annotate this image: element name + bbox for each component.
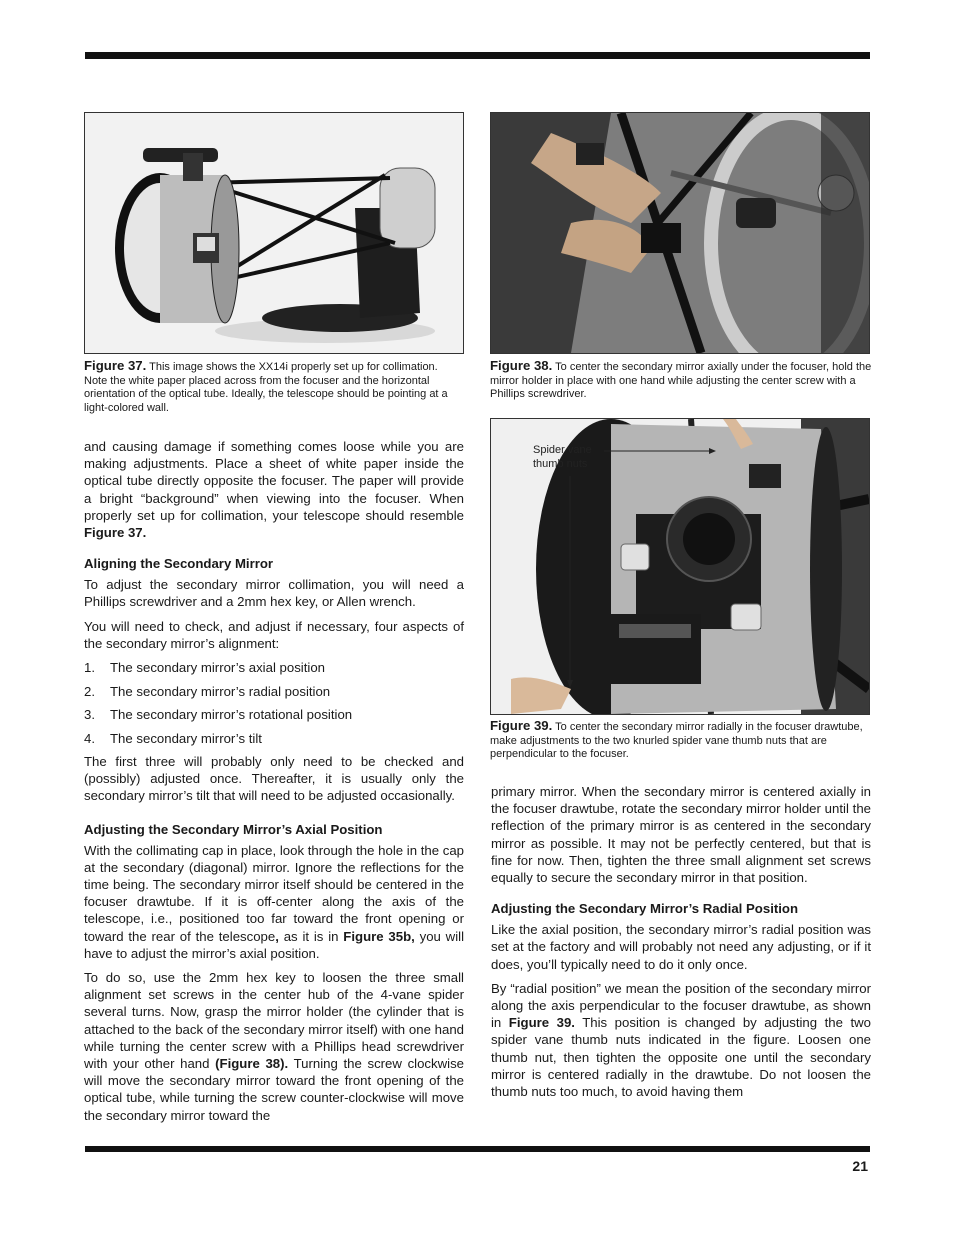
p6-text-a: To do so, use the 2mm hex key to loosen the three small alignment set screws in the center hub of the 4-vane spider several turns. Now, grasp the mirror holder (the cylinder that is attached to the back of the secondary mirror itself) with one hand while turning the center screw with a Phillips head screwdriver with your other hand <box>84 970 464 1072</box>
list-text: The secondary mirror’s rotational position <box>110 707 353 723</box>
figure-39-reference: Figure 39. <box>508 1015 575 1031</box>
heading-radial-position: Adjusting the Secondary Mirror’s Radial Position <box>491 901 799 917</box>
p3-text-b: This position is changed by adjusting the two spider vane thumb nuts indicated in the figure. Loosen one thumb nut, then tighten the opposite one until the secondary mirror is centered radially in the drawtube. Do not loosen the thumb nuts too much, to avoid having them <box>491 1015 871 1100</box>
paragraph-radial-definition <box>491 980 871 1100</box>
heading-aligning-secondary: Aligning the Secondary Mirror <box>84 556 274 572</box>
figure-39-caption <box>490 719 874 762</box>
p3-text-a: By “radial position” we mean the position of the secondary mirror along the axis perpendicular to the focuser drawtube, as shown in <box>491 980 871 1031</box>
list-item <box>84 683 464 700</box>
list-number: 3. <box>84 707 95 723</box>
right-column <box>491 783 871 1107</box>
figure-38-label: Figure 38. <box>490 358 553 373</box>
p6-text-b: Turning the screw clockwise will move the secondary mirror toward the front opening of the optical tube, while turning the screw counter-clockwise will move the secondary mirror toward the <box>84 1056 464 1123</box>
list-number: 2. <box>84 683 95 699</box>
annotation-line-2: thumb nuts <box>533 458 588 470</box>
annotation-line-1: Spider vane <box>533 444 592 456</box>
list-item <box>84 706 464 723</box>
bottom-rule <box>85 1146 870 1152</box>
p1-text: and causing damage if something comes loose while you are making adjustments. Place a sheet of white paper inside the optical tube directly opposite the focuser. The paper will provide a bright “background” when viewing into the focuser. When properly set up for collimation, your telescope should resemble <box>84 439 464 523</box>
paragraph-primary-mirror: primary mirror. When the secondary mirror is centered axially in the focuser drawtube, rotate the secondary mirror holder until the reflection of the primary mirror is as centered in the secondary mirror as possible. It may not be perfectly centered, but that is fine for now. Then, tighten the three small alignment set screws equally to secure the secondary mirror in that position. <box>491 784 871 886</box>
paragraph-factory-set: Like the axial position, the secondary mirror’s radial position was set at the factory and will probably not need any adjusting, or if it does, you’ll typically need to do it only once. <box>491 922 871 972</box>
figure-38-reference: (Figure 38). <box>215 1056 289 1072</box>
alignment-aspects-list <box>84 659 464 747</box>
list-number: 1. <box>84 660 95 676</box>
list-text: The secondary mirror’s radial position <box>110 683 331 699</box>
paragraph-tools: To adjust the secondary mirror collimation, you will need a Phillips screwdriver and a 2mm hex key, or Allen wrench. <box>84 577 464 610</box>
heading-axial-position: Adjusting the Secondary Mirror’s Axial Position <box>84 821 383 837</box>
list-text: The secondary mirror’s axial position <box>110 660 325 676</box>
p5-text-c: you will have to adjust the mirror’s axial position. <box>84 928 465 961</box>
p5-text-a: With the collimating cap in place, look through the hole in the cap at the secondary (diagonal) mirror. Ignore the reflections for the time being. The secondary mirror itself should be centered in the focuser drawtube. If it is off-center along the axis of the telescope, i.e., positioned too far toward the front opening or toward the rear of the telescope <box>84 842 464 944</box>
figure-39-label: Figure 39. <box>490 718 553 733</box>
figure-39-caption-text: To center the secondary mirror radially in the focuser drawtube, make adjustments to the two knurled spider vane thumb nuts that are perpendicular to the focuser. <box>490 721 863 761</box>
page-number: 21 <box>852 1158 868 1174</box>
p5-text-b: as it is in <box>278 928 344 944</box>
figure-38-caption-text: To center the secondary mirror axially under the focuser, hold the mirror holder in place with one hand while adjusting the center screw with a Phillips screwdriver. <box>490 361 872 401</box>
paragraph-collimating-cap <box>84 842 464 962</box>
list-text: The secondary mirror’s tilt <box>110 730 262 746</box>
list-item <box>84 730 464 747</box>
paragraph-first-three: The first three will probably only need to be checked and (possibly) adjusted once. Thereafter, it is usually only the secondary mirror’s tilt that will need to be adjusted occasionally. <box>84 754 464 804</box>
figure-35b-reference: Figure 35b, <box>343 928 415 944</box>
paragraph-paper-background <box>84 438 464 541</box>
paragraph-four-aspects: You will need to check, and adjust if necessary, four aspects of the secondary mirror’s alignment: <box>84 618 464 651</box>
figure-37-caption-text: This image shows the XX14i properly set up for collimation. Note the white paper placed across from the focuser and the horizontal orientation of the optical tube. Ideally, the telescope should be pointing at a light-colored wall. <box>84 361 448 414</box>
figure-37-reference: Figure 37. <box>84 525 147 541</box>
figure-37-label: Figure 37. <box>84 358 147 373</box>
p5-comma: , <box>275 928 279 944</box>
left-column <box>84 438 464 1131</box>
list-item <box>84 659 464 676</box>
paragraph-hex-key <box>84 969 464 1124</box>
list-number: 4. <box>84 730 95 746</box>
